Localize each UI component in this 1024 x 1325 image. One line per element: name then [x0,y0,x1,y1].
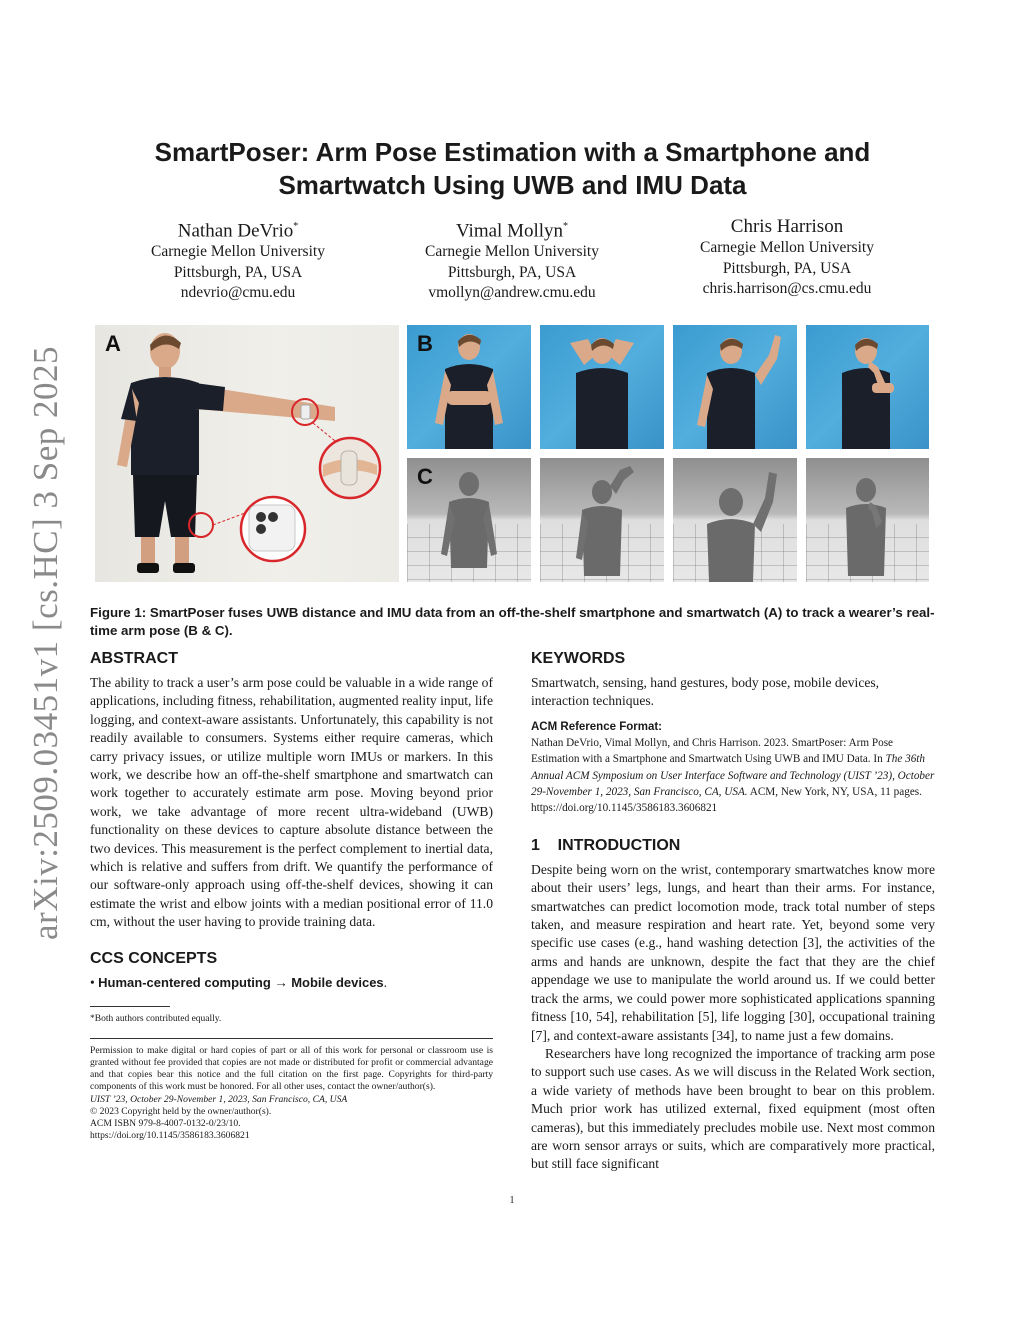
figure-panel-a-photo [95,325,399,582]
panel-label-b: B [417,331,433,356]
arrow: → [270,974,292,990]
figure-panel-c-render-1 [407,458,531,582]
figure-panel-b-pose-1 [407,325,531,449]
footnote-divider [90,1006,170,1007]
ccs-concept-line [90,974,493,992]
person-arm-extended-illustration [95,325,399,582]
author-name: Nathan DeVrio [177,220,294,242]
figure-panel-c-render-3 [673,458,797,582]
equal-contribution-footnote: *Both authors contributed equally. [90,1013,222,1024]
avatar-waving-render [673,458,797,582]
author-2 [382,216,642,304]
acm-reference-text [531,735,935,817]
copyright-line: © 2023 Copyright held by the owner/author(s). [90,1105,272,1117]
author-name: Vimal Mollyn [455,220,564,242]
figure-panel-c-render-2 [540,458,664,582]
permission-text: Permission to make digital or hard copies of part or all of this work for personal or classroom use is granted without fee provided that copies are not made or distributed for profit or commercial advantage and that copies bear this notice and the full citation on the first page. Copyrights for third-party components of this work must be honored. For all other uses, contact the owner/author(s). [90,1044,493,1093]
title-line-2: Smartwatch Using UWB and IMU Data [278,170,747,200]
introduction-paragraph-2: Researchers have long recognized the importance of tracking arm pose to support such use cases. As we will discuss in the Related Work section, a wide variety of methods have been brought to bear on this problem. Much prior work has utilized external, fixed equipment (most often cameras), but this immediately precludes mobile use. Next most common are worn sensor arrays or suits, which are comparatively more practical, but still face significant [531,1045,935,1172]
paper-title [90,136,935,202]
bullet: • [90,974,95,990]
author-location: Pittsburgh, PA, USA [722,259,852,277]
title-line-1: SmartPoser: Arm Pose Estimation with a Smartphone and [154,137,871,167]
panel-label-a: A [105,331,121,356]
author-location: Pittsburgh, PA, USA [173,263,303,281]
panel-label-c: C [417,464,433,489]
author-location: Pittsburgh, PA, USA [447,263,577,281]
ccs-heading: CCS CONCEPTS [90,949,218,967]
isbn-line: ACM ISBN 979-8-4007-0132-0/23/10. [90,1117,241,1129]
author-email[interactable]: chris.harrison@cs.cmu.edu [702,280,872,297]
introduction-paragraph-1: Despite being worn on the wrist, contemporary smartwatches know more about their users’ legs, lungs, and heart than their arms. For instance, smartwatches can predict locomotion mode, track total number of steps taken, and measure respiration and heart rate. Yet, beyond some very specific use cases (e.g., hand washing detection [3], the activities of the arms and hands are unknown, despite the fact that they are the chief appendage we use to manipulate the world around us. If we could better track the arms, we could power more sophisticated applications spanning fitness [10, 54], rehabilitation [5], life logging [30], occupational training [7], and context-aware assistants [34], to name just a few domains. [531,861,935,1043]
reference-authors-title: Nathan DeVrio, Vimal Mollyn, and Chris Harrison. 2023. SmartPoser: Arm Pose Estimation with a Smartphone and Smartwatch Using UWB and IMU Data. In [531,736,894,766]
author-affiliation: Carnegie Mellon University [151,243,325,261]
equal-contribution-mark: * [563,221,569,232]
person-hand-on-chin-illustration [806,325,929,449]
introduction-heading: 1 INTRODUCTION [531,836,681,854]
person-waving-illustration [673,325,797,449]
reference-venue: The 36th Annual ACM Symposium on User Interface Software and Technology (UIST ’23), October 29-November 1, 2023, San Francisco, CA, USA. [531,753,935,799]
permission-divider [90,1038,493,1039]
author-3 [657,216,917,300]
author-1 [108,216,368,304]
figure-1 [95,325,929,582]
left-column [90,648,493,1142]
avatar-hand-raised-render [540,458,664,582]
figure-panel-b-pose-2 [540,325,664,449]
author-email[interactable]: vmollyn@andrew.cmu.edu [428,284,596,302]
page-number: 1 [509,1195,515,1206]
author-block [90,216,935,302]
keywords-heading: KEYWORDS [531,650,626,667]
avatar-hand-on-chin-render [806,458,929,582]
period: . [383,974,388,990]
author-affiliation: Carnegie Mellon University [425,243,599,261]
person-hands-behind-head-illustration [540,325,664,449]
permission-notice [90,1045,493,1143]
arxiv-identifier: arXiv:2509.03451v1 [cs.HC] 3 Sep 2025 [26,345,65,940]
doi-link[interactable]: https://doi.org/10.1145/3586183.3606821 [90,1130,250,1142]
equal-contribution-mark: * [293,221,299,232]
abstract-heading: ABSTRACT [90,650,178,667]
reference-publisher: ACM, New York, NY, USA, 11 pages. https://doi.org/10.1145/3586183.3606821 [531,786,922,815]
figure-caption: Figure 1: SmartPoser fuses UWB distance and IMU data from an off-the-shelf smartphone and smartwatch (A) to track a wearer’s real-time arm pose (B & C). [90,605,935,638]
figure-panel-b-pose-3 [673,325,797,449]
venue-line: UIST ’23, October 29-November 1, 2023, San Francisco, CA, USA [90,1093,348,1105]
figure-panel-c-render-4 [806,458,929,582]
author-affiliation: Carnegie Mellon University [700,239,874,256]
right-column [531,648,935,1174]
ccs-subconcept: Mobile devices [291,974,384,990]
figure-panel-b-pose-4 [806,325,929,449]
abstract-text: The ability to track a user’s arm pose could be valuable in a wide range of applications, including fitness, rehabilitation, augmented reality input, life logging, and context-aware assistants. Unfortunately, this capability is not readily available to consumers. Systems either require cameras, which carry privacy issues, or utilize multiple worn IMUs or markers. In this work, we describe how an off-the-shelf smartphone and smartwatch can work together to accurately estimate arm pose. Moving beyond prior work, we take advantage of more recent ultra-wideband (UWB) functionality on these devices to capture absolute distance between the two devices. This measurement is the perfect complement to inertial data, which is relative and suffers from drift. We quantify the performance of our software-only approach using off-the-shelf devices, showing it can estimate the wrist and elbow joints with a median positional error of 11.0 cm, without the user having to provide training data. [90,675,493,930]
ccs-concept: Human-centered computing [98,974,271,990]
author-name: Chris Harrison [730,216,844,237]
acm-reference-heading: ACM Reference Format: [531,720,662,733]
keywords-text: Smartwatch, sensing, hand gestures, body pose, mobile devices, interaction techniques. [531,675,880,709]
author-email[interactable]: ndevrio@cmu.edu [180,284,296,302]
